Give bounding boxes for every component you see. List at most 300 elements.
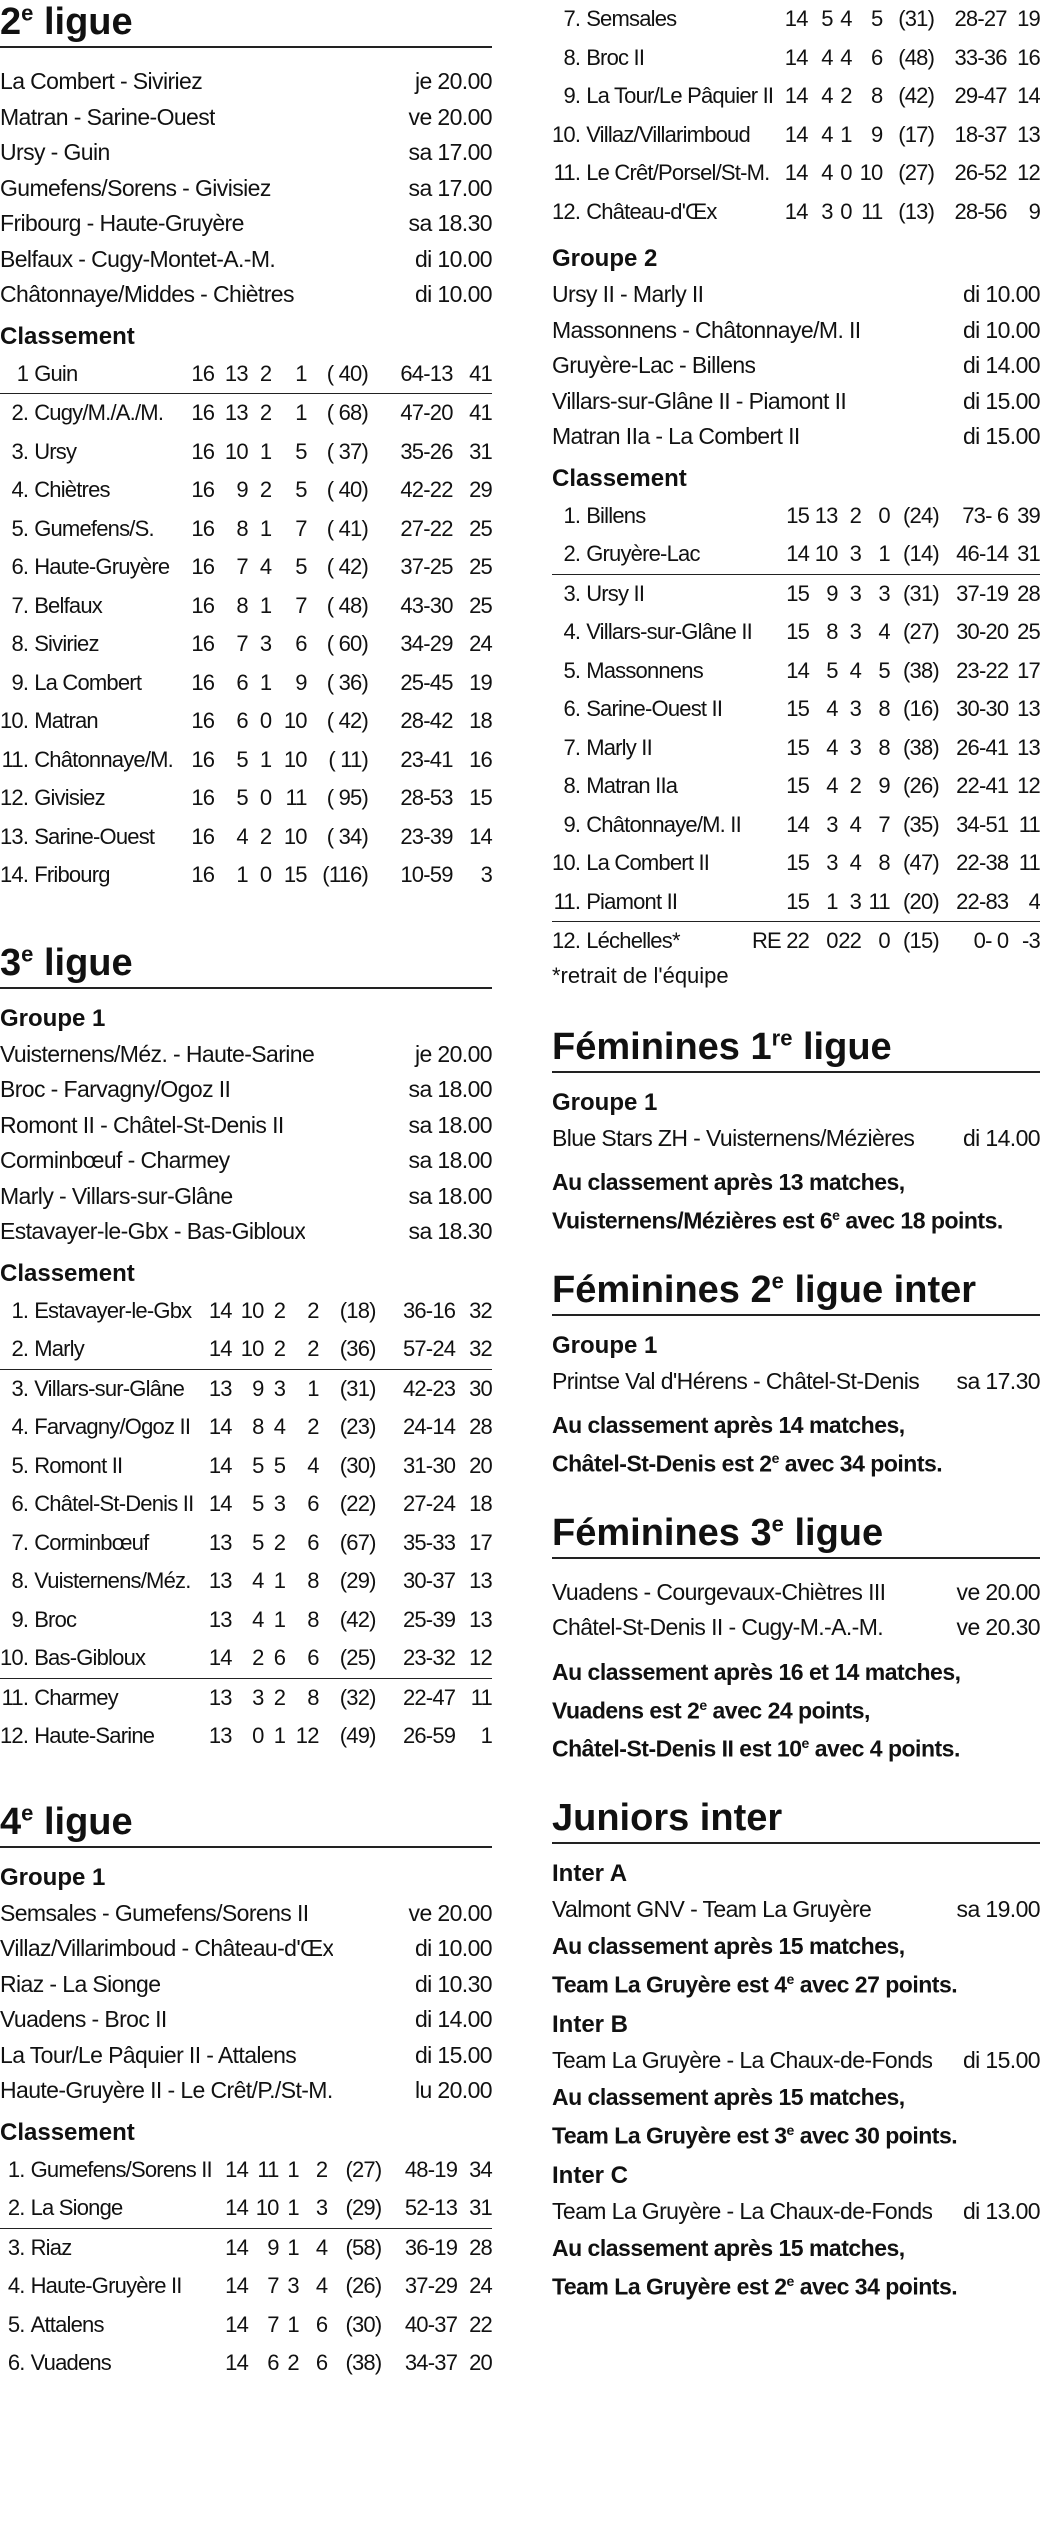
cell-points: 17: [469, 1529, 492, 1555]
cell-points: 13: [1017, 734, 1040, 760]
standings-row: [0, 2344, 492, 2383]
fixture-match: Broc - Farvagny/Ogoz II: [0, 1076, 231, 1102]
cell-played: 15: [786, 850, 810, 876]
cell-name: Sarine-Ouest II: [586, 696, 723, 722]
fixture-match: Villaz/Villarimboud - Château-d'Œx: [0, 1935, 334, 1961]
cell-won: 4: [821, 121, 833, 147]
league-title: Féminines 1re ligue: [552, 1025, 1040, 1073]
cell-lost: 10: [283, 746, 307, 772]
cell-drawn: 1: [259, 592, 272, 618]
cell-lost: 12: [295, 1723, 319, 1749]
cell-pos: 12.: [0, 1723, 29, 1749]
cell-played: 14: [193, 1639, 231, 1678]
cell-drawn: 3: [838, 883, 861, 922]
cell-goals: 30-30: [956, 696, 1009, 722]
cell-pos: 6.: [11, 1491, 29, 1517]
standings-row: [0, 394, 492, 433]
cell-drawn: 2: [273, 1529, 286, 1555]
cell-won: 10: [240, 1297, 264, 1323]
cell-penalty: (58): [345, 2234, 382, 2260]
cell-pos: 1.: [563, 502, 581, 528]
fixture-match: Matran - Sarine-Ouest: [0, 103, 215, 130]
fixture-row: [0, 242, 492, 278]
cell-won: 4: [826, 773, 838, 799]
cell-drawn: 2: [248, 355, 271, 394]
standings-row: [0, 471, 492, 510]
fixture-time: sa 18.00: [408, 1111, 492, 1138]
cell-goals: 18-37: [954, 121, 1007, 147]
fixture-match: Gruyère-Lac - Billens: [552, 352, 756, 378]
standings-row: [0, 2267, 492, 2306]
cell-name: Semsales: [586, 6, 677, 32]
cell-pos: 7.: [563, 734, 581, 760]
cell-goals: 40-37: [404, 2311, 458, 2337]
cell-won: 8: [252, 1414, 264, 1440]
standings-row: [552, 497, 1040, 536]
cell-name: Matran: [34, 708, 98, 734]
fixture-match: Semsales - Gumefens/Sorens II: [0, 1899, 309, 1926]
cell-points: 34: [469, 2156, 492, 2182]
cell-pos: 9.: [11, 669, 29, 695]
cell-points: 4: [1008, 883, 1040, 922]
fixtures-list: [552, 277, 1040, 455]
fixture-row: [552, 313, 1040, 349]
cell-points: 25: [469, 515, 492, 541]
group-heading: Groupe 2: [552, 245, 658, 272]
cell-won: 7: [267, 2311, 279, 2337]
group-heading: Groupe 1: [552, 1331, 658, 1359]
standings-row: [0, 818, 492, 857]
cell-played: 14: [784, 198, 808, 224]
cell-pos: 10.: [552, 850, 581, 876]
cell-name: Broc: [34, 1606, 77, 1632]
cell-lost: 8: [871, 83, 883, 109]
cell-drawn: 3: [273, 1375, 286, 1401]
cell-won: 4: [252, 1568, 264, 1594]
cell-won: 9: [826, 580, 838, 606]
cell-won: 3: [826, 850, 838, 876]
cell-drawn: 3: [849, 619, 862, 645]
cell-points: 16: [469, 746, 492, 772]
cell-won: 9: [267, 2234, 279, 2260]
cell-penalty: (18): [339, 1297, 376, 1323]
cell-played: 16: [191, 400, 215, 426]
cell-points: 12: [455, 1639, 492, 1678]
cell-drawn: 4: [259, 554, 272, 580]
cell-goals: 33-36: [954, 44, 1007, 70]
cell-points: 11: [470, 1684, 492, 1710]
standings-row: [0, 548, 492, 587]
fixture-match: Team La Gruyère - La Chaux-de-Fonds: [552, 2198, 933, 2225]
standings-row: [552, 883, 1040, 922]
cell-drawn: 2: [849, 502, 862, 528]
cell-penalty: (36): [319, 1330, 376, 1369]
cell-drawn: 4: [849, 850, 862, 876]
cell-goals: 37-19: [956, 580, 1009, 606]
cell-goals: 35-33: [402, 1529, 456, 1555]
fixture-match: Matran IIa - La Combert II: [552, 423, 800, 449]
cell-penalty: (27): [345, 2156, 382, 2182]
cell-lost: 0: [878, 502, 890, 528]
cell-penalty: (32): [339, 1684, 376, 1710]
standings-row: [0, 702, 492, 741]
cell-played: 14: [208, 1297, 232, 1323]
cell-lost: 6: [307, 1529, 319, 1555]
fixture-row: [0, 1214, 492, 1250]
cell-pos: 7.: [11, 592, 29, 618]
cell-goals: 28-53: [400, 785, 453, 811]
cell-goals: 34-29: [400, 631, 453, 657]
cell-won: 0: [252, 1723, 264, 1749]
cell-pos: 8.: [563, 773, 581, 799]
standings-row: [552, 806, 1040, 845]
cell-goals: 48-19: [404, 2156, 458, 2182]
cell-points: 13: [1017, 121, 1040, 147]
fixture-time: di 10.00: [414, 1935, 492, 1961]
fixture-row: [0, 1108, 492, 1144]
fixture-time: sa 18.00: [408, 1182, 492, 1209]
cell-goals: 26-52: [954, 160, 1007, 186]
cell-played: 16: [191, 631, 215, 657]
fixture-row: [552, 2194, 1040, 2230]
cell-name: Fribourg: [34, 862, 110, 888]
cell-penalty: (24): [903, 502, 939, 528]
cell-lost: 0: [878, 928, 890, 954]
fixture-time: di 15.00: [962, 423, 1040, 449]
cell-pos: 6.: [11, 554, 29, 580]
cell-penalty: (13): [898, 198, 935, 224]
cell-drawn: 3: [849, 734, 862, 760]
cell-played: 16: [173, 355, 214, 394]
cell-goals: 47-20: [400, 400, 453, 426]
cell-points: 19: [469, 669, 492, 695]
standings-row: [0, 1678, 492, 1717]
fixture-match: Gumefens/Sorens - Givisiez: [0, 174, 271, 201]
cell-pos: 2.: [552, 535, 586, 574]
cell-drawn: 2: [840, 83, 852, 109]
fixture-match: Ursy - Guin: [0, 139, 110, 165]
cell-name: Sarine-Ouest: [34, 823, 155, 849]
cell-played: 13: [208, 1723, 232, 1749]
cell-played: 14: [212, 2189, 248, 2228]
fixtures-list: [0, 64, 492, 313]
cell-lost: 6: [307, 1491, 319, 1517]
fixture-match: Marly - Villars-sur-Glâne: [0, 1182, 233, 1209]
cell-points: 25: [1017, 619, 1040, 645]
cell-played: 14: [786, 657, 810, 683]
fixture-time: di 14.00: [962, 1124, 1040, 1151]
cell-pos: 1: [0, 355, 34, 394]
cell-penalty: (29): [339, 1568, 376, 1594]
standings-row: [0, 1562, 492, 1601]
fixture-row: [552, 1364, 1040, 1400]
league-title: 3e ligue: [0, 941, 492, 989]
classement-heading: Classement: [0, 2118, 135, 2146]
right-column: [552, 0, 1040, 2304]
cell-played: 14: [752, 535, 809, 574]
cell-points: 13: [469, 1606, 492, 1632]
cell-played: 15: [786, 773, 810, 799]
cell-drawn: 1: [273, 1568, 286, 1594]
cell-drawn: 3: [838, 535, 861, 574]
fixture-match: Romont II - Châtel-St-Denis II: [0, 1111, 284, 1138]
cell-penalty: (38): [345, 2350, 382, 2376]
league-4e: [0, 1800, 492, 2383]
fixture-match: Fribourg - Haute-Gruyère: [0, 210, 244, 236]
cell-name: Corminbœuf: [34, 1529, 149, 1555]
cell-penalty: ( 37): [326, 438, 369, 464]
fixture-row: [552, 419, 1040, 455]
group-heading: Inter C: [552, 2162, 629, 2190]
cell-goals: 26-41: [956, 734, 1009, 760]
cell-name: Bas-Gibloux: [34, 1639, 193, 1678]
cell-name: Siviriez: [34, 631, 99, 657]
standings-row: [0, 1369, 492, 1408]
cell-pos: 7.: [11, 1529, 29, 1555]
cell-goals: 43-30: [400, 592, 453, 618]
fixture-time: sa 18.00: [408, 1147, 492, 1173]
cell-pos: 4.: [11, 1414, 29, 1440]
cell-points: 14: [469, 823, 492, 849]
standings-row: [0, 2151, 492, 2190]
fixture-time: di 13.00: [962, 2198, 1040, 2225]
cell-penalty: ( 41): [326, 515, 369, 541]
cell-drawn: 1: [287, 2234, 299, 2260]
cell-goals: 22-41: [956, 773, 1009, 799]
standings-row: [0, 1330, 492, 1369]
league-2e: [0, 0, 492, 895]
cell-goals: 10-59: [400, 862, 453, 888]
cell-penalty: (25): [319, 1639, 376, 1678]
cell-points: 12: [1017, 160, 1040, 186]
cell-drawn: 4: [273, 1414, 286, 1440]
cell-played: 16: [191, 746, 215, 772]
cell-lost: 5: [295, 438, 307, 464]
inter-c-block: [552, 2162, 1040, 2303]
fixture-row: [552, 1575, 1040, 1611]
cell-points: 14: [1017, 83, 1040, 109]
cell-points: 28: [1017, 580, 1040, 606]
cell-pos: 13.: [0, 823, 29, 849]
fixture-row: [552, 1892, 1040, 1928]
cell-goals: 23-41: [400, 746, 453, 772]
cell-lost: 4: [315, 2234, 328, 2260]
cell-lost: 7: [878, 811, 890, 837]
cell-drawn: 3: [287, 2273, 299, 2299]
footnote: *retrait de l'équipe: [552, 962, 729, 988]
fixture-time: di 14.00: [414, 2006, 492, 2032]
fixture-row: [552, 384, 1040, 420]
standings-row: [0, 2189, 492, 2228]
cell-pos: 10.: [0, 1639, 34, 1678]
standings-row: [552, 116, 1040, 155]
inter-b-block: [552, 2011, 1040, 2152]
fixture-match: Corminbœuf - Charmey: [0, 1147, 230, 1173]
standings-table: [0, 2151, 492, 2383]
cell-played: 15: [786, 580, 810, 606]
cell-penalty: (30): [339, 1452, 376, 1478]
cell-played: 14: [193, 1330, 231, 1369]
cell-lost: 4: [315, 2273, 328, 2299]
cell-lost: 2: [315, 2156, 328, 2182]
cell-won: 5: [821, 6, 833, 32]
standings-row: [0, 1408, 492, 1447]
league-juniors-inter: [552, 1796, 1040, 2303]
fixture-time: di 10.00: [962, 281, 1040, 307]
cell-penalty: (48): [898, 44, 935, 70]
fixture-time: sa 18.30: [408, 210, 492, 236]
classement-heading: Classement: [0, 322, 135, 350]
group-heading: Groupe 1: [0, 1863, 106, 1891]
cell-penalty: (67): [339, 1529, 376, 1555]
cell-drawn: 0: [840, 160, 852, 186]
cell-drawn: 3: [849, 696, 862, 722]
standings-row: [552, 922, 1040, 961]
standings-row: [0, 779, 492, 818]
fixture-time: lu 20.00: [414, 2077, 492, 2103]
cell-pos: 6.: [7, 2350, 25, 2376]
cell-won: 1: [236, 862, 248, 888]
cell-lost: 3: [299, 2189, 328, 2228]
fixture-match: Massonnens - Châtonnaye/M. II: [552, 316, 861, 343]
cell-lost: 11: [285, 785, 307, 811]
cell-pos: 4.: [11, 477, 29, 503]
fixture-time: di 15.00: [962, 387, 1040, 414]
cell-drawn: 2: [259, 400, 272, 426]
cell-penalty: (26): [903, 773, 939, 799]
standings-row: [0, 856, 492, 895]
cell-name: Givisiez: [34, 785, 105, 811]
cell-lost: 8: [307, 1606, 319, 1632]
cell-pos: 5.: [11, 1452, 29, 1478]
cell-drawn: 22: [838, 928, 862, 954]
cell-goals: 0- 0: [973, 928, 1009, 954]
cell-pos: 8.: [11, 631, 29, 657]
group-heading: Inter A: [552, 1860, 628, 1888]
league-feminines-1re: [552, 1025, 1040, 1238]
league-title: Féminines 2e ligue inter: [552, 1268, 1040, 1316]
standings-row: [0, 510, 492, 549]
cell-played: 15: [786, 734, 810, 760]
cell-name: Château-d'Œx: [586, 198, 717, 224]
cell-lost: 1: [307, 1375, 319, 1401]
cell-goals: 28-27: [954, 6, 1007, 32]
fixture-row: [0, 1931, 492, 1967]
cell-won: 9: [236, 477, 248, 503]
classement-heading: Classement: [552, 464, 687, 492]
cell-drawn: 1: [259, 438, 272, 464]
cell-goals: 23-22: [956, 657, 1009, 683]
fixture-match: Valmont GNV - Team La Gruyère: [552, 1896, 872, 1923]
league-title: Féminines 3e ligue: [552, 1511, 1040, 1559]
cell-goals: 46-14: [939, 535, 1008, 574]
cell-goals: 22-38: [956, 850, 1009, 876]
fixture-match: Châtonnaye/Middes - Chiètres: [0, 281, 294, 307]
cell-pos: 11.: [552, 883, 586, 922]
cell-pos: 3.: [563, 580, 581, 606]
fixtures-list: [552, 1364, 1040, 1400]
fixture-time: je 20.00: [414, 1040, 492, 1067]
fixture-time: sa 18.00: [408, 1076, 492, 1102]
cell-played: 15: [786, 502, 810, 528]
fixture-time: je 20.00: [414, 68, 492, 94]
cell-pos: 12.: [0, 785, 29, 811]
cell-penalty: (31): [898, 6, 935, 32]
cell-pos: 7.: [563, 6, 581, 32]
cell-penalty: (20): [890, 883, 939, 922]
cell-won: 2: [232, 1639, 264, 1678]
fixture-row: [552, 1121, 1040, 1157]
cell-pos: 11.: [1, 1684, 29, 1710]
left-column: [0, 0, 492, 2383]
cell-points: 13: [1017, 696, 1040, 722]
cell-won: 5: [252, 1529, 264, 1555]
cell-drawn: 2: [273, 1684, 286, 1710]
cell-points: 32: [455, 1330, 492, 1369]
cell-pos: 4.: [7, 2273, 25, 2299]
fixture-time: di 10.00: [962, 316, 1040, 343]
fixture-row: [0, 2038, 492, 2074]
standings-table: [0, 1292, 492, 1756]
cell-won: 4: [821, 160, 833, 186]
cell-won: 7: [267, 2273, 279, 2299]
fixture-row: [0, 206, 492, 242]
fixture-match: Ursy II - Marly II: [552, 281, 704, 307]
cell-won: 13: [814, 502, 838, 528]
cell-penalty: ( 40): [307, 355, 368, 394]
cell-won: 6: [267, 2350, 279, 2376]
cell-lost: 10: [283, 823, 307, 849]
cell-played: 14: [784, 6, 808, 32]
cell-played: RE 22: [751, 928, 810, 954]
cell-played: 16: [191, 554, 215, 580]
cell-lost: 2: [307, 1414, 319, 1440]
cell-won: 4: [826, 696, 838, 722]
cell-pos: 1.: [7, 2156, 25, 2182]
ranking-summary: Au classement après 15 matches, Team La Gruyère est 3e avec 30 points.: [552, 2083, 958, 2149]
fixture-time: di 15.00: [414, 2041, 492, 2068]
fixture-time: di 10.00: [414, 245, 492, 272]
cell-played: 16: [191, 592, 215, 618]
cell-points: 29: [469, 477, 492, 503]
cell-drawn: 4: [849, 811, 862, 837]
cell-penalty: (27): [903, 619, 939, 645]
cell-penalty: ( 42): [326, 708, 369, 734]
cell-pos: 3.: [11, 1375, 29, 1401]
cell-pos: 5.: [7, 2311, 25, 2337]
cell-lost: 7: [295, 592, 307, 618]
standings-row: [0, 741, 492, 780]
cell-drawn: 0: [840, 198, 852, 224]
cell-lost: 8: [307, 1568, 319, 1594]
cell-goals: 52-13: [381, 2189, 457, 2228]
cell-drawn: 0: [259, 785, 272, 811]
ranking-summary: Au classement après 13 matches, Vuisternens/Mézières est 6e avec 18 points.: [552, 1169, 1003, 1234]
cell-played: 15: [786, 619, 810, 645]
cell-points: 30: [469, 1375, 492, 1401]
cell-penalty: (29): [327, 2189, 381, 2228]
cell-lost: 10: [283, 708, 307, 734]
cell-lost: 2: [307, 1297, 319, 1323]
cell-goals: 26-59: [402, 1723, 456, 1749]
cell-penalty: (31): [903, 580, 939, 606]
cell-drawn: 2: [273, 1297, 286, 1323]
fixture-match: Riaz - La Sionge: [0, 1970, 161, 1997]
cell-name: Haute-Gruyère: [34, 554, 170, 580]
cell-played: 16: [191, 862, 215, 888]
fixture-row: [0, 135, 492, 171]
cell-penalty: (30): [345, 2311, 382, 2337]
